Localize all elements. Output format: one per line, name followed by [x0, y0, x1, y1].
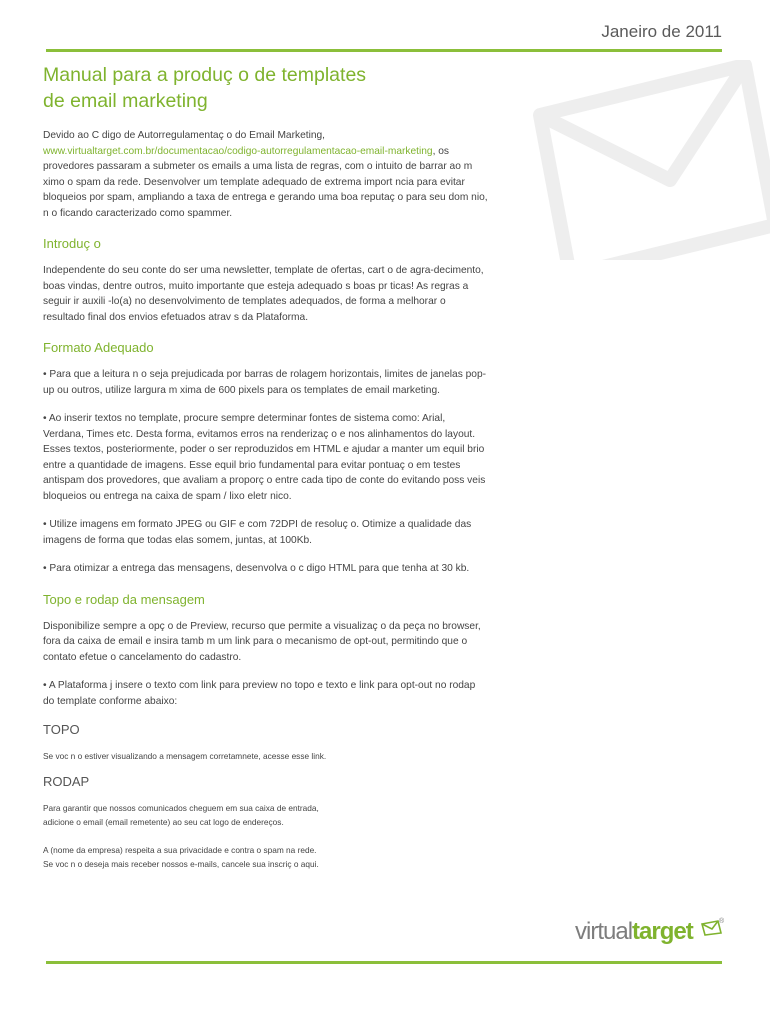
title-line-1: Manual para a produç o de templates	[43, 64, 367, 86]
logo-word-target: target	[632, 918, 693, 945]
document-date: Janeiro de 2011	[601, 22, 722, 41]
rodape-sample-line-4: Se voc n o deseja mais receber nossos e-mails, cancele sua inscriç o aqui.	[43, 859, 319, 869]
page-title	[43, 62, 488, 114]
topo-rodape-paragraph: Disponibilize sempre a opç o de Preview, recurso que permite a visualizaç o da peça no browser, fora da caixa de email e insira tamb m um link para o mecanismo de opt-out, permitindo que o contato efetue o cancelamento do cadastro.	[43, 620, 481, 663]
formato-bullet-3: • Utilize imagens em formato JPEG ou GIF e com 72DPI de resoluç o. Otimize a qualidade das imagens de forma que todas elas somem, juntas, at 100Kb.	[43, 519, 472, 546]
intro-paragraph	[43, 128, 488, 221]
intro-text-after: , os provedores passaram a submeter os emails a uma lista de regras, com o intuito de barrar ao m ximo o spam da rede. Desenvolver um template adequado de extrema import ncia para evitar bloqueios por spam, ampliando a taxa de entrega e gerando uma boa reputaç o para seu dom nio, n o ficando caracterizado como spammer.	[43, 145, 488, 219]
section-heading-topo: TOPO	[43, 722, 80, 737]
title-line-2: de email marketing	[43, 90, 208, 112]
formato-bullet-4: • Para otimizar a entrega das mensagens, desenvolva o c digo HTML para que tenha at 30 kb.	[43, 563, 470, 574]
topo-sample-text: Se voc n o estiver visualizando a mensagem corretamnete, acesse esse link.	[43, 751, 327, 761]
topo-rodape-bullet: • A Plataforma j insere o texto com link para preview no topo e texto e link para opt-out no rodap do template conforme abaixo:	[43, 680, 476, 707]
document-body	[43, 62, 488, 871]
rodape-sample-line-1: Para garantir que nossos comunicados cheguem em sua caixa de entrada,	[43, 803, 319, 813]
top-divider	[46, 49, 722, 52]
section-heading-topo-rodape: Topo e rodap da mensagem	[43, 591, 205, 607]
introducao-paragraph: Independente do seu conte do ser uma newsletter, template de ofertas, cart o de agra-decimento, boas vindas, dentre outros, muito importante que esteja adequado s boas pr ticas! As regras a seguir ir auxili -lo(a) no desenvolvimento de templates adequados, de forma a melhorar o resultado final dos envios efetuados atrav s da Plataforma.	[43, 265, 484, 323]
formato-bullet-2: • Ao inserir textos no template, procure sempre determinar fontes de sistema como: Arial, Verdana, Times etc. Desta forma, evitamos erros na renderizaç o e nos alinhamentos do layout. Esses textos, posteriormente, poder o ser reproduzidos em HTML e ajudar a manter um equil brio entre a quantidade de imagens. Esse equil brio fundamental para evitar pontuaç o em testes antispam dos provedores, que avaliam a proporç o entre cada tipo de conte do evitando poss veis bloqueios ou entrega na caixa de spam / lixo eletr nico.	[43, 413, 486, 502]
bottom-divider	[46, 961, 722, 964]
virtual-target-logo	[575, 918, 725, 958]
logo-registered-mark: ®	[719, 918, 725, 925]
logo-word-virtual: virtual	[575, 918, 633, 945]
rodape-sample-line-3: A (nome da empresa) respeita a sua privacidade e contra o spam na rede.	[43, 845, 317, 855]
rodape-sample-line-2: adicione o email (email remetente) ao seu cat logo de endereços.	[43, 817, 284, 827]
envelope-watermark-icon	[500, 60, 770, 260]
section-heading-rodape: RODAP	[43, 774, 90, 789]
formato-bullet-1: • Para que a leitura n o seja prejudicada por barras de rolagem horizontais, limites de janelas pop-up ou outros, utilize largura m xima de 600 pixels para os templates de email marketing.	[43, 369, 487, 396]
section-heading-formato: Formato Adequado	[43, 340, 154, 355]
section-heading-introducao: Introduç o	[43, 236, 101, 251]
intro-text-before: Devido ao C digo de Autorregulamentaç o do Email Marketing,	[43, 130, 326, 141]
code-link[interactable]: www.virtualtarget.com.br/documentacao/codigo-autorregulamentacao-email-marketing	[43, 145, 433, 157]
